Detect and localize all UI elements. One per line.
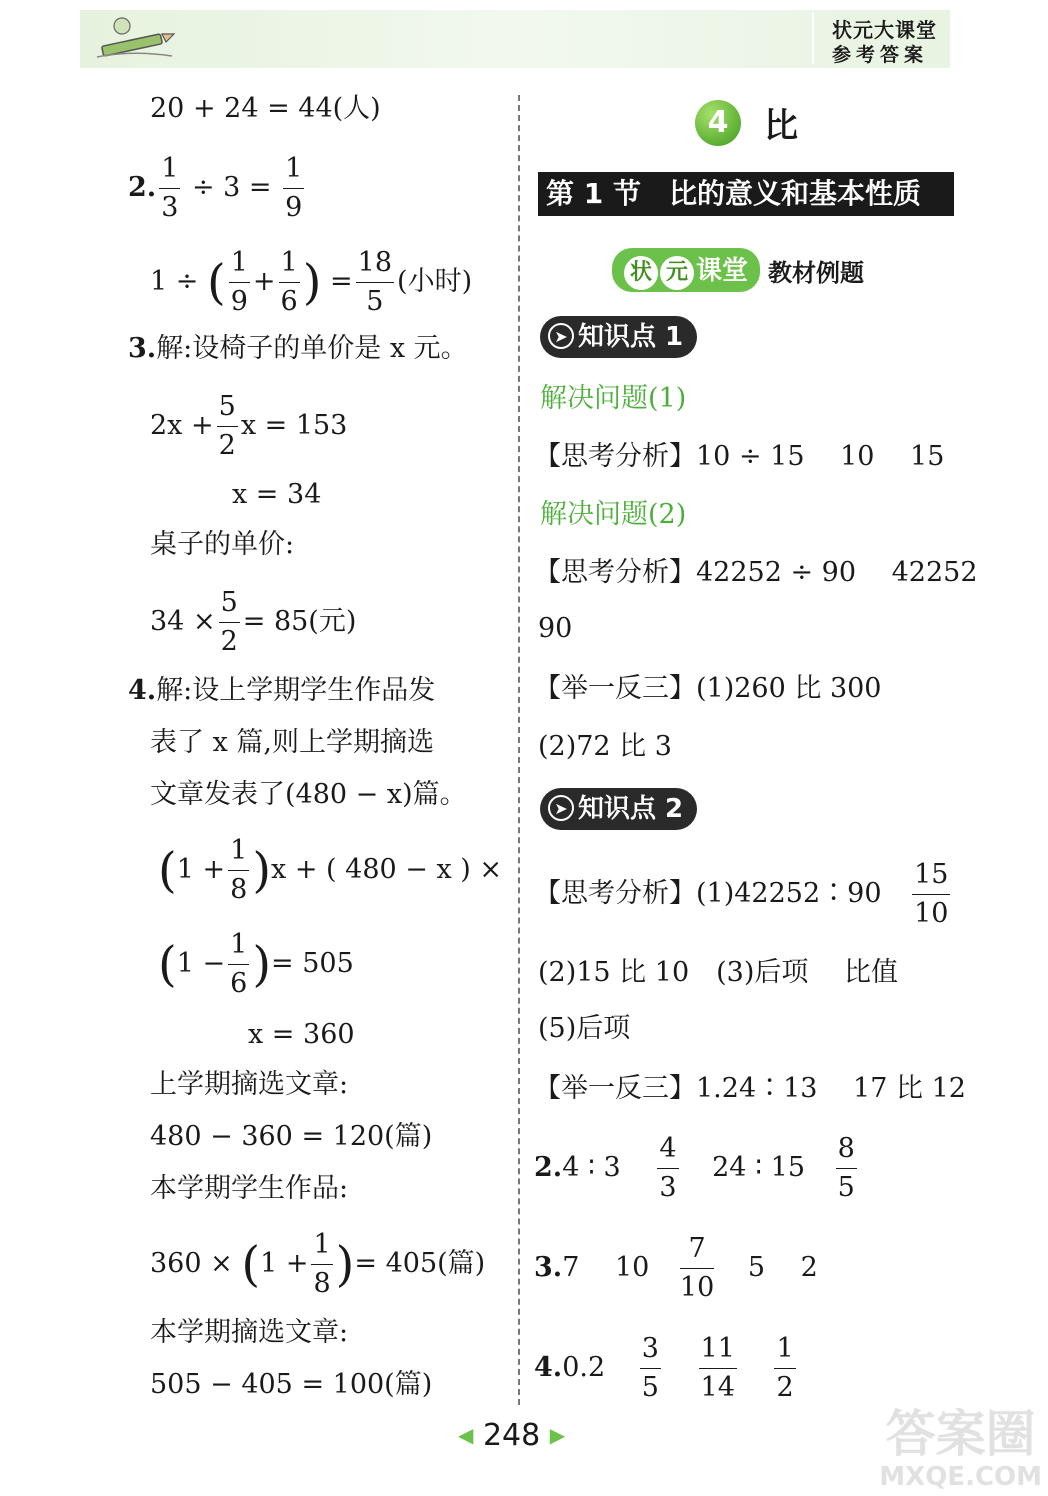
text-line: 本学期学生作品: [150,1173,349,1204]
book-title-line1: 状元大课堂 [832,18,937,42]
problem-number: 4. [534,1352,563,1383]
question-heading: 解决问题(2) [540,499,687,530]
section-title: 第 1 节 比的意义和基本性质 [538,172,954,216]
question-heading: 解决问题(1) [540,383,687,414]
fraction: $\frac{7}{10}$ [680,1230,714,1307]
problem-number: 3. [534,1252,563,1283]
analysis-line: (5)后项 [538,1013,631,1044]
chapter-number-badge: 4 [695,100,741,146]
fraction: $\frac{4}{3}$ [657,1130,678,1207]
triangle-right-icon: ▶ [549,1423,566,1447]
practice-line: 【举一反三】(1)260 比 300 [534,673,882,704]
fraction: $\frac{1}{8}$ [311,1226,332,1303]
answer-line: 20 + 24 = 44(人) [150,93,381,124]
fraction: $\frac{8}{5}$ [836,1130,857,1207]
fraction: $\frac{11}{14}$ [699,1330,737,1407]
practice-line: 【举一反三】1.24∶13 17 比 12 [534,1073,966,1104]
problem-number: 4. [128,675,157,706]
class-banner [612,248,864,288]
equation: 2x + $\frac{5}{2}$ x = 153 [150,388,347,465]
equation: 1 ÷ ( $\frac{1}{9}$ + $\frac{1}{6}$ ) = $\frac{18}{5}$ (小时) [150,244,472,321]
page-number: ◀ 248 ▶ [458,1418,566,1453]
class-label: 教材例题 [768,258,865,287]
answer-2: 2.4 ∶ 3 $\frac{4}{3}$ 24 ∶ 15 $\frac{8}{5}$ [534,1130,860,1207]
watermark: 答案圈 MXQE.COM [879,1405,1042,1492]
triangle-left-icon: ◀ [458,1423,474,1447]
text-line: 桌子的单价: [150,529,295,560]
arrow-right-icon: ➤ [548,795,574,821]
equation: 480 − 360 = 120(篇) [150,1121,433,1152]
equation: (1 − $\frac{1}{6}$ )= 505 [158,926,354,1003]
book-title [812,12,956,64]
equation: (1 + $\frac{1}{8}$ )x + ( 480 − x ) × [158,832,502,909]
fraction: $\frac{1}{8}$ [228,832,249,909]
problem-2: 2. $\frac{1}{3}$ ÷ 3 = $\frac{1}{9}$ [128,150,307,227]
analysis-line: (2)15 比 10 (3)后项 比值 [538,957,898,988]
answer-3: 3.7 10 $\frac{7}{10}$ 5 2 [534,1230,818,1307]
equation: 360 × (1 + $\frac{1}{8}$ )= 405(篇) [150,1226,485,1303]
equation: 505 − 405 = 100(篇) [150,1369,433,1400]
practice-line: (2)72 比 3 [538,731,672,762]
text-line: 上学期摘选文章: [150,1069,349,1100]
analysis-line: 【思考分析】42252 ÷ 90 42252 [534,557,978,588]
text-line: 表了 x 篇,则上学期摘选 [150,727,434,758]
fraction: $\frac{5}{2}$ [219,584,240,661]
fraction: $\frac{1}{3}$ [159,150,180,227]
equation: x = 34 [232,479,322,510]
text-line: 文章发表了(480 − x)篇。 [150,779,467,810]
column-divider [518,95,520,1405]
fraction: $\frac{1}{9}$ [229,244,250,321]
problem-number: 3. [128,333,157,364]
analysis-line: 90 [538,613,573,644]
fraction: $\frac{1}{9}$ [283,150,304,227]
equation: x = 360 [248,1019,355,1050]
answer-4: 4.0.2 $\frac{3}{5}$ $\frac{11}{14}$ $\frac{1}{2}$ [534,1330,799,1407]
fraction: $\frac{5}{2}$ [217,388,238,465]
text-line: 本学期摘选文章: [150,1317,349,1348]
fraction: $\frac{1}{6}$ [228,926,249,1003]
problem-number: 2. [128,172,157,203]
fraction: $\frac{1}{2}$ [774,1330,795,1407]
knowledge-point-1: ➤ 知识点 1 [540,316,697,358]
class-badge: 状 元 课堂 [612,248,760,292]
arrow-right-icon: ➤ [548,323,574,349]
analysis-line: 【思考分析】10 ÷ 15 10 15 [534,441,945,472]
fraction: $\frac{18}{5}$ [356,244,394,321]
book-title-line2: 参考答案 [832,44,929,66]
analysis-line: 【思考分析】(1)42252∶90 $\frac{15}{10}$ [534,856,953,933]
fraction: $\frac{1}{6}$ [279,244,300,321]
equation: 34 × $\frac{5}{2}$ = 85(元) [150,584,356,661]
pencil-illustration-icon [92,12,178,64]
chapter-title: 比 [764,106,798,146]
fraction: $\frac{3}{5}$ [640,1330,661,1407]
problem-number: 2. [534,1152,563,1183]
problem-4: 4.解:设上学期学生作品发 [128,675,436,706]
knowledge-point-2: ➤ 知识点 2 [540,788,697,830]
fraction: $\frac{15}{10}$ [912,856,950,933]
problem-3: 3.解:设椅子的单价是 x 元。 [128,333,468,364]
